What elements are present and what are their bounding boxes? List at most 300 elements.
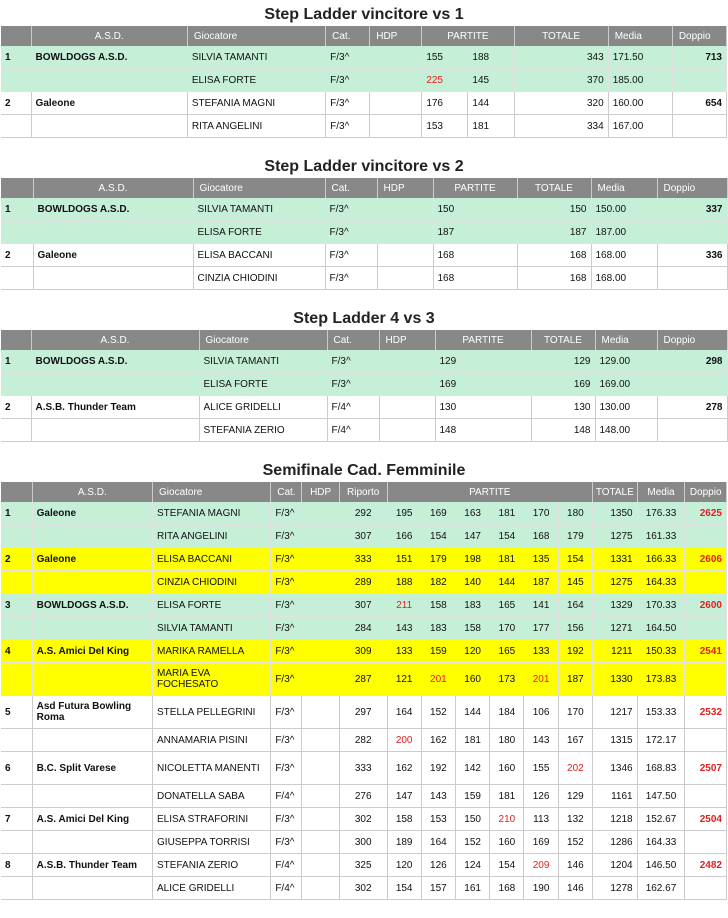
player-cell: GIUSEPPA TORRISI	[153, 831, 271, 854]
game-score-cell: 211	[387, 594, 421, 617]
double-cell	[657, 419, 727, 442]
column-header-asd: A.S.D.	[33, 178, 193, 198]
category-cell: F/4^	[271, 877, 302, 900]
riporto-cell: 289	[339, 571, 387, 594]
average-cell: 168.00	[591, 244, 657, 267]
average-cell: 167.00	[608, 115, 672, 138]
section-title: Step Ladder 4 vs 3	[293, 310, 435, 327]
rank-cell: 2	[1, 92, 31, 115]
double-cell: 298	[657, 350, 727, 373]
column-header-asd: A.S.D.	[32, 482, 152, 502]
column-header-partite: PARTITE	[433, 178, 517, 198]
game-score-cell: 167	[558, 729, 592, 752]
category-cell: F/3^	[271, 571, 302, 594]
riporto-cell: 333	[339, 752, 387, 785]
game-score-cell: 176	[422, 92, 468, 115]
game-score-cell: 155	[422, 46, 468, 69]
game-score-cell: 152	[421, 696, 455, 729]
column-header-totale: TOTALE	[531, 330, 595, 350]
table-row	[1, 198, 727, 221]
category-cell: F/3^	[271, 548, 302, 571]
column-header-asd: A.S.D.	[31, 26, 187, 46]
player-cell: RITA ANGELINI	[153, 525, 271, 548]
column-header-rank	[1, 26, 31, 46]
player-cell: SILVIA TAMANTI	[187, 46, 325, 69]
player-cell: NICOLETTA MANENTI	[153, 752, 271, 785]
club-cell: A.S. Amici Del King	[32, 640, 152, 663]
column-header-player: Giocatore	[153, 482, 271, 502]
riporto-cell: 282	[339, 729, 387, 752]
game-score-cell: 181	[490, 502, 524, 525]
club-cell: Galeone	[32, 502, 152, 525]
double-cell: 2507	[685, 752, 727, 785]
hdp-cell	[379, 350, 435, 373]
game-score-cell: 188	[468, 46, 514, 69]
game-score-cell: 182	[421, 571, 455, 594]
double-cell	[685, 729, 727, 752]
table-row	[1, 373, 727, 396]
table-row	[1, 525, 727, 548]
riporto-cell: 300	[339, 831, 387, 854]
player-cell: ALICE GRIDELLI	[199, 396, 327, 419]
category-cell: F/3^	[271, 752, 302, 785]
average-cell: 150.33	[637, 640, 685, 663]
player-cell: STEFANIA ZERIO	[153, 854, 271, 877]
column-header-cat: Cat.	[325, 178, 377, 198]
club-cell	[32, 831, 152, 854]
table-row	[1, 350, 727, 373]
game-score-cell: 113	[524, 808, 558, 831]
hdp-cell	[302, 525, 339, 548]
category-cell: F/4^	[327, 396, 379, 419]
club-cell	[32, 525, 152, 548]
hdp-cell	[377, 221, 433, 244]
game-score-cell: 187	[433, 221, 517, 244]
game-score-cell: 164	[558, 594, 592, 617]
game-score-cell: 159	[456, 785, 490, 808]
game-score-cell: 168	[524, 525, 558, 548]
total-cell: 168	[517, 244, 591, 267]
average-cell: 172.17	[637, 729, 685, 752]
column-header-hdp: HDP	[302, 482, 339, 502]
average-cell: 160.00	[608, 92, 672, 115]
double-cell: 2532	[685, 696, 727, 729]
total-cell: 334	[514, 115, 608, 138]
average-cell: 147.50	[637, 785, 685, 808]
double-cell	[685, 571, 727, 594]
column-header-player: Giocatore	[193, 178, 325, 198]
double-cell	[657, 221, 727, 244]
game-score-cell: 144	[468, 92, 514, 115]
game-score-cell: 183	[421, 617, 455, 640]
game-score-cell: 129	[435, 350, 531, 373]
average-cell: 170.33	[637, 594, 685, 617]
category-cell: F/3^	[327, 350, 379, 373]
column-header-cat: Cat.	[271, 482, 302, 502]
table-row	[1, 854, 727, 877]
category-cell: F/3^	[271, 502, 302, 525]
rank-cell	[1, 115, 31, 138]
double-cell	[685, 617, 727, 640]
column-header-player: Giocatore	[187, 26, 325, 46]
player-cell: ANNAMARIA PISINI	[153, 729, 271, 752]
rank-cell: 5	[1, 696, 32, 729]
rank-cell	[1, 419, 31, 442]
total-cell: 1204	[593, 854, 638, 877]
game-score-cell: 135	[524, 548, 558, 571]
column-header-hdp: HDP	[370, 26, 422, 46]
results-table	[1, 26, 727, 138]
game-score-cell: 143	[387, 617, 421, 640]
club-cell: BOWLDOGS A.S.D.	[33, 198, 193, 221]
average-cell: 173.83	[637, 663, 685, 696]
rank-cell	[1, 525, 32, 548]
section-spacer	[1, 442, 727, 456]
column-header-rank	[1, 330, 31, 350]
column-header-player: Giocatore	[199, 330, 327, 350]
game-score-cell: 165	[490, 640, 524, 663]
riporto-cell: 333	[339, 548, 387, 571]
game-score-cell: 153	[422, 115, 468, 138]
average-cell: 150.00	[591, 198, 657, 221]
game-score-cell: 146	[558, 854, 592, 877]
double-cell	[685, 785, 727, 808]
average-cell: 169.00	[595, 373, 657, 396]
total-cell: 1286	[593, 831, 638, 854]
rank-cell: 1	[1, 502, 32, 525]
hdp-cell	[379, 373, 435, 396]
table-row	[1, 640, 727, 663]
category-cell: F/3^	[326, 46, 370, 69]
player-cell: STEFANIA MAGNI	[187, 92, 325, 115]
game-score-cell: 181	[490, 785, 524, 808]
column-header-totale: TOTALE	[593, 482, 638, 502]
game-score-cell: 200	[387, 729, 421, 752]
rank-cell	[1, 617, 32, 640]
double-cell	[657, 373, 727, 396]
game-score-cell: 153	[421, 808, 455, 831]
rank-cell: 6	[1, 752, 32, 785]
game-score-cell: 198	[456, 548, 490, 571]
table-row	[1, 617, 727, 640]
double-cell	[685, 831, 727, 854]
riporto-cell: 309	[339, 640, 387, 663]
hdp-cell	[302, 696, 339, 729]
double-cell: 2504	[685, 808, 727, 831]
game-score-cell: 169	[435, 373, 531, 396]
player-cell: CINZIA CHIODINI	[153, 571, 271, 594]
club-cell	[32, 729, 152, 752]
column-header-riporto: Riporto	[339, 482, 387, 502]
table-row	[1, 548, 727, 571]
club-cell	[32, 877, 152, 900]
total-cell: 1278	[593, 877, 638, 900]
hdp-cell	[302, 808, 339, 831]
hdp-cell	[302, 729, 339, 752]
rank-cell: 2	[1, 244, 33, 267]
game-score-cell: 179	[558, 525, 592, 548]
game-score-cell: 154	[490, 854, 524, 877]
game-score-cell: 160	[490, 752, 524, 785]
game-score-cell: 145	[468, 69, 514, 92]
rank-cell	[1, 785, 32, 808]
club-cell	[32, 663, 152, 696]
game-score-cell: 121	[387, 663, 421, 696]
game-score-cell: 164	[387, 696, 421, 729]
player-cell: RITA ANGELINI	[187, 115, 325, 138]
double-cell: 278	[657, 396, 727, 419]
total-cell: 1217	[593, 696, 638, 729]
double-cell	[685, 525, 727, 548]
game-score-cell: 181	[490, 548, 524, 571]
average-cell: 164.50	[637, 617, 685, 640]
table-row	[1, 785, 727, 808]
double-cell: 336	[657, 244, 727, 267]
column-header-partite: PARTITE	[387, 482, 592, 502]
game-score-cell: 133	[524, 640, 558, 663]
rank-cell	[1, 729, 32, 752]
column-header-media: Media	[608, 26, 672, 46]
game-score-cell: 168	[433, 267, 517, 290]
step-ladder-section	[1, 0, 727, 152]
hdp-cell	[302, 877, 339, 900]
column-header-doppio: Doppio	[685, 482, 727, 502]
hdp-cell	[379, 396, 435, 419]
game-score-cell: 158	[387, 808, 421, 831]
column-header-hdp: HDP	[379, 330, 435, 350]
column-header-totale: TOTALE	[514, 26, 608, 46]
game-score-cell: 146	[558, 877, 592, 900]
hdp-cell	[370, 115, 422, 138]
game-score-cell: 120	[387, 854, 421, 877]
category-cell: F/3^	[271, 696, 302, 729]
game-score-cell: 141	[524, 594, 558, 617]
game-score-cell: 170	[558, 696, 592, 729]
club-cell	[33, 221, 193, 244]
total-cell: 1350	[593, 502, 638, 525]
game-score-cell: 158	[456, 617, 490, 640]
riporto-cell: 325	[339, 854, 387, 877]
club-cell	[32, 571, 152, 594]
rank-cell	[1, 221, 33, 244]
section-spacer	[1, 138, 727, 152]
club-cell	[32, 785, 152, 808]
riporto-cell: 297	[339, 696, 387, 729]
game-score-cell: 142	[456, 752, 490, 785]
table-row	[1, 729, 727, 752]
total-cell: 1161	[593, 785, 638, 808]
total-cell: 1330	[593, 663, 638, 696]
game-score-cell: 189	[387, 831, 421, 854]
table-row	[1, 808, 727, 831]
club-cell: A.S.B. Thunder Team	[32, 854, 152, 877]
player-cell: STEFANIA MAGNI	[153, 502, 271, 525]
game-score-cell: 160	[490, 831, 524, 854]
double-cell: 713	[672, 46, 726, 69]
game-score-cell: 163	[456, 502, 490, 525]
rank-cell: 2	[1, 396, 31, 419]
game-score-cell: 143	[421, 785, 455, 808]
column-header-rank	[1, 178, 33, 198]
average-cell: 168.83	[637, 752, 685, 785]
category-cell: F/3^	[325, 244, 377, 267]
hdp-cell	[379, 419, 435, 442]
step-ladder-section	[1, 304, 727, 456]
hdp-cell	[377, 267, 433, 290]
total-cell: 148	[531, 419, 595, 442]
rank-cell	[1, 571, 32, 594]
total-cell: 130	[531, 396, 595, 419]
player-cell: ELISA FORTE	[193, 221, 325, 244]
player-cell: STEFANIA ZERIO	[199, 419, 327, 442]
riporto-cell: 307	[339, 594, 387, 617]
game-score-cell: 192	[558, 640, 592, 663]
game-score-cell: 187	[524, 571, 558, 594]
double-cell	[657, 267, 727, 290]
game-score-cell: 183	[456, 594, 490, 617]
category-cell: F/3^	[271, 663, 302, 696]
club-cell: A.S.B. Thunder Team	[31, 396, 199, 419]
results-table	[1, 330, 728, 442]
rank-cell	[1, 831, 32, 854]
riporto-cell: 302	[339, 877, 387, 900]
game-score-cell: 130	[435, 396, 531, 419]
total-cell: 1275	[593, 525, 638, 548]
game-score-cell: 155	[524, 752, 558, 785]
game-score-cell: 164	[421, 831, 455, 854]
average-cell: 152.67	[637, 808, 685, 831]
game-score-cell: 181	[456, 729, 490, 752]
table-row	[1, 69, 727, 92]
total-cell: 187	[517, 221, 591, 244]
average-cell: 171.50	[608, 46, 672, 69]
hdp-cell	[377, 244, 433, 267]
column-header-media: Media	[591, 178, 657, 198]
table-row	[1, 46, 727, 69]
category-cell: F/3^	[327, 373, 379, 396]
player-cell: ELISA BACCANI	[153, 548, 271, 571]
category-cell: F/3^	[325, 267, 377, 290]
section-title: Step Ladder vincitore vs 1	[264, 6, 464, 23]
game-score-cell: 154	[387, 877, 421, 900]
hdp-cell	[302, 831, 339, 854]
rank-cell: 1	[1, 350, 31, 373]
rank-cell	[1, 373, 31, 396]
game-score-cell: 154	[558, 548, 592, 571]
column-header-doppio: Doppio	[657, 178, 727, 198]
player-cell: SILVIA TAMANTI	[199, 350, 327, 373]
category-cell: F/3^	[271, 831, 302, 854]
game-score-cell: 209	[524, 854, 558, 877]
total-cell: 1218	[593, 808, 638, 831]
game-score-cell: 144	[456, 696, 490, 729]
game-score-cell: 150	[433, 198, 517, 221]
hdp-cell	[302, 594, 339, 617]
player-cell: DONATELLA SABA	[153, 785, 271, 808]
column-header-cat: Cat.	[327, 330, 379, 350]
total-cell: 1329	[593, 594, 638, 617]
rank-cell: 8	[1, 854, 32, 877]
double-cell: 2625	[685, 502, 727, 525]
game-score-cell: 154	[490, 525, 524, 548]
category-cell: F/3^	[271, 525, 302, 548]
hdp-cell	[302, 663, 339, 696]
double-cell	[672, 115, 726, 138]
game-score-cell: 180	[490, 729, 524, 752]
hdp-cell	[302, 617, 339, 640]
rank-cell	[1, 267, 33, 290]
game-score-cell: 166	[387, 525, 421, 548]
average-cell: 129.00	[595, 350, 657, 373]
game-score-cell: 145	[558, 571, 592, 594]
game-score-cell: 126	[524, 785, 558, 808]
game-score-cell: 159	[421, 640, 455, 663]
player-cell: ELISA FORTE	[153, 594, 271, 617]
player-cell: SILVIA TAMANTI	[193, 198, 325, 221]
game-score-cell: 201	[524, 663, 558, 696]
club-cell: BOWLDOGS A.S.D.	[31, 350, 199, 373]
average-cell: 146.50	[637, 854, 685, 877]
rank-cell	[1, 877, 32, 900]
riporto-cell: 276	[339, 785, 387, 808]
game-score-cell: 152	[456, 831, 490, 854]
step-ladder-section	[1, 152, 727, 304]
hdp-cell	[377, 198, 433, 221]
table-row	[1, 92, 727, 115]
double-cell	[685, 877, 727, 900]
table-row	[1, 244, 727, 267]
game-score-cell: 161	[456, 877, 490, 900]
club-cell: Asd Futura Bowling Roma	[32, 696, 152, 729]
player-cell: CINZIA CHIODINI	[193, 267, 325, 290]
club-cell: BOWLDOGS A.S.D.	[31, 46, 187, 69]
column-header-cat: Cat.	[326, 26, 370, 46]
game-score-cell: 173	[490, 663, 524, 696]
player-cell: ELISA BACCANI	[193, 244, 325, 267]
total-cell: 370	[514, 69, 608, 92]
total-cell: 1315	[593, 729, 638, 752]
game-score-cell: 148	[435, 419, 531, 442]
double-cell: 2541	[685, 640, 727, 663]
table-row	[1, 221, 727, 244]
average-cell: 185.00	[608, 69, 672, 92]
game-score-cell: 179	[421, 548, 455, 571]
game-score-cell: 201	[421, 663, 455, 696]
average-cell: 164.33	[637, 571, 685, 594]
hdp-cell	[302, 752, 339, 785]
category-cell: F/4^	[271, 785, 302, 808]
game-score-cell: 160	[456, 663, 490, 696]
game-score-cell: 150	[456, 808, 490, 831]
hdp-cell	[370, 46, 422, 69]
rank-cell: 1	[1, 198, 33, 221]
club-cell	[31, 373, 199, 396]
hdp-cell	[302, 785, 339, 808]
riporto-cell: 307	[339, 525, 387, 548]
category-cell: F/3^	[271, 640, 302, 663]
hdp-cell	[370, 92, 422, 115]
average-cell: 164.33	[637, 831, 685, 854]
rank-cell: 2	[1, 548, 32, 571]
section-title: Semifinale Cad. Femminile	[262, 462, 466, 479]
column-header-rank	[1, 482, 32, 502]
column-header-partite: PARTITE	[422, 26, 514, 46]
table-row	[1, 594, 727, 617]
player-cell: MARIA EVA FOCHESATO	[153, 663, 271, 696]
double-cell: 654	[672, 92, 726, 115]
game-score-cell: 124	[456, 854, 490, 877]
riporto-cell: 292	[339, 502, 387, 525]
